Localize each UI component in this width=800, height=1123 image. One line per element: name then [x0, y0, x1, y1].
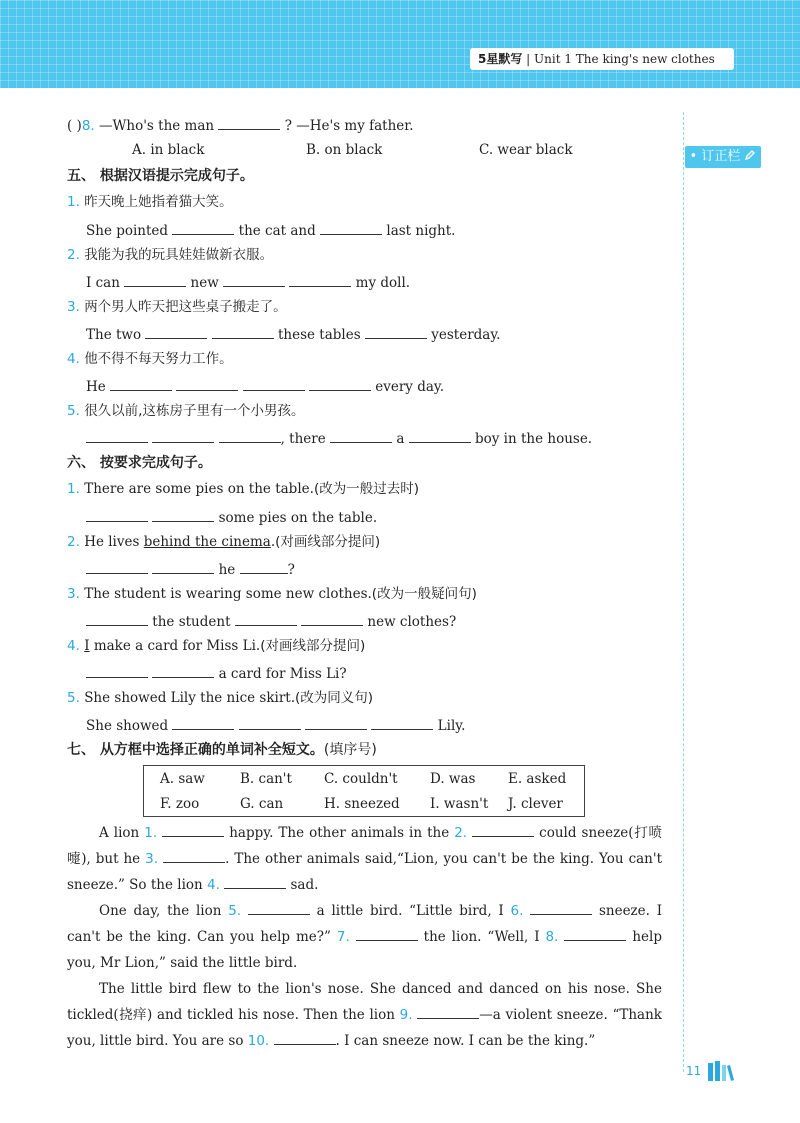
- answer-blank[interactable]: [172, 715, 234, 730]
- prompt-sentence: He lives: [84, 534, 144, 550]
- answer-blank[interactable]: [240, 559, 288, 574]
- answer-blank[interactable]: [472, 822, 534, 837]
- answer-blank[interactable]: [152, 663, 214, 678]
- s5-item-3-prompt: [67, 298, 287, 316]
- page-number: 11: [686, 1064, 702, 1078]
- question-text: —Who's the man: [99, 118, 215, 134]
- answer-blank[interactable]: [320, 220, 382, 235]
- passage-text: A lion: [99, 825, 140, 841]
- item-number: 3.: [67, 299, 80, 315]
- passage-text: —a violent sneeze. “Thank you, little bird. You are so: [67, 1007, 662, 1049]
- passage-text: help you, Mr Lion,” said the little bird.: [67, 929, 662, 971]
- answer-blank[interactable]: [110, 376, 172, 391]
- passage-text: sad.: [290, 877, 319, 893]
- sentence-part: , there: [280, 431, 326, 447]
- answer-blank[interactable]: [124, 272, 186, 287]
- sentence-part: Lily.: [437, 718, 466, 734]
- answer-blank[interactable]: [239, 715, 301, 730]
- sentence-part: he: [218, 562, 236, 578]
- answer-blank[interactable]: [223, 272, 285, 287]
- item-number: 4.: [67, 351, 80, 367]
- sentence-part: He: [86, 379, 106, 395]
- sentence-part: the cat and: [238, 223, 316, 239]
- correction-label-text: 订正栏: [701, 149, 741, 164]
- answer-blank[interactable]: [530, 900, 592, 915]
- blank-number: 5.: [228, 903, 242, 919]
- unit-title: Unit 1 The king's new clothes: [534, 52, 715, 66]
- s6-item-5-prompt: [67, 689, 373, 707]
- answer-blank[interactable]: [289, 272, 351, 287]
- passage-text: The little bird flew to the lion's nose. She danced and danced on his nose. She tickled(挠痒) and tickled his nose. Then the lion: [67, 981, 662, 1023]
- sentence-part: yesterday.: [431, 327, 501, 343]
- chinese-prompt: 两个男人昨天把这些桌子搬走了。: [84, 299, 287, 315]
- correction-column-label: • 订正栏: [685, 146, 761, 168]
- answer-blank[interactable]: [564, 926, 626, 941]
- sentence-part: I can: [86, 275, 120, 291]
- sentence-part: last night.: [386, 223, 456, 239]
- instruction-note: (改为一般过去时): [313, 481, 419, 497]
- answer-blank[interactable]: [274, 1030, 336, 1045]
- answer-blank[interactable]: [218, 115, 280, 130]
- word-option: H. sneezed: [324, 796, 400, 812]
- answer-paren: ( ): [67, 118, 82, 134]
- instruction-note: (填序号): [323, 742, 377, 758]
- question-number: 8.: [81, 118, 95, 134]
- blank-number: 2.: [454, 825, 468, 841]
- item-number: 5.: [67, 403, 80, 419]
- passage-text: a little bird. “Little bird, I: [316, 903, 504, 919]
- sentence-part: boy in the house.: [474, 431, 593, 447]
- item-number: 1.: [67, 481, 80, 497]
- s6-item-3-prompt: [67, 585, 477, 603]
- answer-blank[interactable]: [86, 663, 148, 678]
- instruction-note: (对画线部分提问): [260, 638, 366, 654]
- answer-blank[interactable]: [172, 220, 234, 235]
- word-option: A. saw: [160, 771, 205, 787]
- blank-number: 6.: [510, 903, 524, 919]
- s5-item-1-answer: [86, 220, 455, 240]
- s5-item-2-answer: [86, 272, 410, 292]
- s5-item-2-prompt: [67, 246, 273, 264]
- word-option: I. wasn't: [430, 796, 489, 812]
- item-number: 2.: [67, 247, 80, 263]
- blank-number: 9.: [399, 1007, 413, 1023]
- blank-number: 4.: [207, 877, 220, 893]
- item-number: 5.: [67, 690, 80, 706]
- answer-blank[interactable]: [409, 428, 471, 443]
- sentence-part: ?: [287, 562, 295, 578]
- sentence-part: some pies on the table.: [218, 510, 378, 526]
- item-number: 4.: [67, 638, 80, 654]
- q8-option-a: A. in black: [132, 142, 205, 158]
- prompt-sentence: .: [270, 534, 276, 550]
- chinese-prompt: 很久以前,这栋房子里有一个小男孩。: [84, 403, 305, 419]
- passage-paragraph-3: [67, 976, 662, 1054]
- word-option: J. clever: [508, 796, 563, 812]
- chinese-prompt: 我能为我的玩具娃娃做新衣服。: [84, 247, 274, 263]
- chinese-prompt: 昨天晚上她指着猫大笑。: [84, 194, 233, 210]
- instruction-note: (改为一般疑问句): [371, 586, 477, 602]
- word-bank-box: [143, 765, 585, 817]
- section-5-title: 五、 根据汉语提示完成句子。: [67, 168, 254, 184]
- page-header: [0, 0, 800, 88]
- answer-blank[interactable]: [371, 715, 433, 730]
- word-option: B. can't: [240, 771, 292, 787]
- q8-option-b: B. on black: [306, 142, 383, 158]
- passage-paragraph-2: [67, 898, 662, 976]
- s6-item-1-prompt: [67, 480, 419, 498]
- prompt-sentence: She showed Lily the nice skirt.: [84, 690, 296, 706]
- blank-number: 10.: [247, 1033, 270, 1049]
- s5-item-5-answer: [86, 428, 592, 448]
- answer-blank[interactable]: [235, 611, 297, 626]
- s6-item-3-answer: [86, 611, 456, 631]
- sentence-part: these tables: [277, 327, 361, 343]
- section-7-title: [67, 741, 377, 759]
- s5-item-4-prompt: [67, 350, 233, 368]
- sentence-part: new clothes?: [367, 614, 457, 630]
- sentence-part: The two: [86, 327, 142, 343]
- blank-number: 1.: [144, 825, 158, 841]
- passage-text: could sneeze(打喷嚏), but he: [67, 825, 662, 867]
- answer-blank[interactable]: [248, 900, 310, 915]
- item-number: 3.: [67, 586, 80, 602]
- header-tag: 5星默写 | Unit 1 The king's new clothes: [470, 48, 734, 70]
- passage-text: the lion. “Well, I: [423, 929, 540, 945]
- answer-blank[interactable]: [309, 376, 371, 391]
- s6-item-4-answer: [86, 663, 347, 683]
- sentence-part: my doll.: [355, 275, 411, 291]
- word-option: E. asked: [508, 771, 567, 787]
- answer-blank[interactable]: [176, 376, 238, 391]
- answer-blank[interactable]: [86, 559, 148, 574]
- answer-blank[interactable]: [86, 611, 148, 626]
- sentence-part: new: [190, 275, 219, 291]
- books-icon: [707, 1060, 735, 1082]
- blank-number: 7.: [336, 929, 350, 945]
- sentence-part: She pointed: [86, 223, 169, 239]
- sentence-part: the student: [152, 614, 231, 630]
- s6-item-5-answer: [86, 715, 465, 735]
- s6-item-4-prompt: [67, 637, 365, 655]
- word-option: G. can: [240, 796, 284, 812]
- passage-paragraph-1: [67, 820, 662, 898]
- answer-blank[interactable]: [305, 715, 367, 730]
- word-option: D. was: [430, 771, 476, 787]
- s5-item-4-answer: [86, 376, 444, 396]
- brand-label: 5星默写: [478, 52, 523, 66]
- answer-blank[interactable]: [163, 848, 225, 863]
- instruction-note: (对画线部分提问): [275, 534, 381, 550]
- answer-blank[interactable]: [356, 926, 418, 941]
- passage-text: sneeze. I can't be the king. Can you help me?”: [67, 903, 663, 945]
- pencil-icon: [744, 149, 756, 161]
- answer-blank[interactable]: [145, 324, 207, 339]
- underlined-part: I: [84, 638, 90, 654]
- s6-item-2-prompt: [67, 533, 380, 551]
- answer-blank[interactable]: [224, 874, 286, 889]
- passage-text: happy. The other animals in the: [229, 825, 450, 841]
- s5-item-3-answer: [86, 324, 500, 344]
- passage-text: One day, the lion: [99, 903, 222, 919]
- answer-blank[interactable]: [152, 507, 214, 522]
- s6-item-2-answer: [86, 559, 295, 579]
- correction-column-divider: [683, 112, 684, 1072]
- answer-blank[interactable]: [212, 324, 274, 339]
- answer-blank[interactable]: [243, 376, 305, 391]
- answer-blank[interactable]: [162, 822, 224, 837]
- section-6-title: 六、 按要求完成句子。: [67, 455, 212, 471]
- instruction-note: (改为同义句): [295, 690, 374, 706]
- sentence-part: She showed: [86, 718, 169, 734]
- section-title-text: 七、 从方框中选择正确的单词补全短文。: [67, 742, 324, 758]
- prompt-sentence: There are some pies on the table.: [84, 481, 314, 497]
- s6-item-1-answer: [86, 507, 377, 527]
- question-text: ? —He's my father.: [284, 118, 414, 134]
- word-option: C. couldn't: [324, 771, 398, 787]
- passage-text: . I can sneeze now. I can be the king.”: [335, 1033, 596, 1049]
- answer-blank[interactable]: [152, 428, 214, 443]
- item-number: 1.: [67, 194, 80, 210]
- prompt-sentence: The student is wearing some new clothes.: [84, 586, 372, 602]
- s5-item-1-prompt: [67, 193, 233, 211]
- item-number: 2.: [67, 534, 80, 550]
- sentence-part: a card for Miss Li?: [218, 666, 347, 682]
- answer-blank[interactable]: [330, 428, 392, 443]
- word-option: F. zoo: [160, 796, 200, 812]
- s5-item-5-prompt: [67, 402, 304, 420]
- answer-blank[interactable]: [86, 507, 148, 522]
- blank-number: 3.: [145, 851, 159, 867]
- answer-blank[interactable]: [152, 559, 214, 574]
- answer-blank[interactable]: [365, 324, 427, 339]
- answer-blank[interactable]: [417, 1004, 479, 1019]
- answer-blank[interactable]: [219, 428, 281, 443]
- sentence-part: every day.: [375, 379, 445, 395]
- sentence-part: a: [396, 431, 405, 447]
- passage-text: . The other animals said,“Lion, you can't be the king. You can't sneeze.” So the lion: [67, 851, 663, 893]
- answer-blank[interactable]: [301, 611, 363, 626]
- q8-option-c: C. wear black: [479, 142, 573, 158]
- chinese-prompt: 他不得不每天努力工作。: [84, 351, 233, 367]
- blank-number: 8.: [545, 929, 559, 945]
- underlined-part: behind the cinema: [143, 534, 271, 550]
- question-8: [67, 115, 414, 135]
- prompt-sentence: make a card for Miss Li.: [89, 638, 261, 654]
- answer-blank[interactable]: [86, 428, 148, 443]
